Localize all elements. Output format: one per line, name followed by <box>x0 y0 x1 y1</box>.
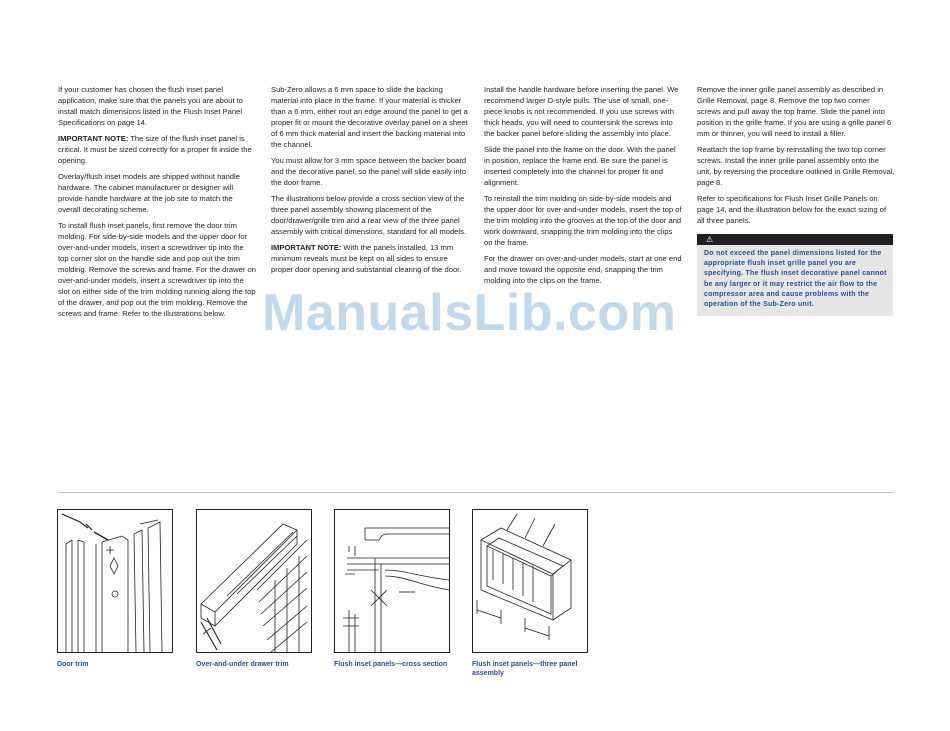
warning-header <box>697 234 893 245</box>
text-column-3 <box>484 84 682 291</box>
important-note-label: IMPORTANT NOTE: <box>271 243 342 252</box>
paragraph <box>58 133 256 166</box>
figure-caption-cross-section: Flush inset panels—cross section <box>334 661 448 668</box>
warning-box <box>697 234 893 316</box>
important-note-text: With the panels installed, 13 mm minimum reveals must be kept on all sides to ensure proper door opening and substantial clearing of the door. <box>271 243 462 274</box>
figure-caption-three-panel: Flush inset panels—three panel assembly <box>472 661 578 677</box>
warning-text: Do not exceed the panel dimensions listed for the appropriate flush inset grille panel you are specifying. The flush inset decorative panel cannot be any larger or it may restrict the air flow to the compressor area and cause problems with the operation of the Sub-Zero unit. <box>704 250 887 309</box>
watermark: ManualsLib.com <box>262 284 677 342</box>
paragraph: Install the handle hardware before inserting the panel. We recommend larger D-style pulls. The use of small, one-piece knobs is not recommended. If you use screws with thick heads, you will need to countersink the screws into the backer panel before sliding the assembly into place. <box>484 85 679 138</box>
cross-section-illustration <box>334 509 450 653</box>
important-note-text: The size of the flush inset panel is critical. It must be sized correctly for a proper fit inside the opening. <box>58 134 252 165</box>
paragraph: Sub-Zero allows a 6 mm space to slide the backing material into place in the frame. If your material is thicker than a 6 mm, either rout an edge around the panel to get a proper fit or mount the decorative overlay panel on a sheet of 6 mm thick material and insert the backing material into the channel. <box>271 85 468 149</box>
paragraph: Refer to specifications for Flush Inset Grille Panels on page 14, and the illustration below for the exact sizing of all three panels. <box>697 194 887 225</box>
section-divider <box>58 492 894 493</box>
figure-caption-door-trim: Door trim <box>57 661 89 668</box>
figure-caption-drawer-trim: Over-and-under drawer trim <box>196 661 289 668</box>
paragraph: If your customer has chosen the flush inset panel application, make sure that the panels you are about to install match dimensions listed in the Flush Inset Panel Specifications on page 14. <box>58 85 243 127</box>
paragraph: Overlay/flush inset models are shipped without handle hardware. The cabinet manufacturer or designer will provide handle hardware at the job site to match the overall decorating scheme. <box>58 172 240 214</box>
warning-triangle-icon: ⚠ <box>706 235 714 244</box>
text-column-2 <box>271 84 469 280</box>
important-note-label: IMPORTANT NOTE: <box>58 134 129 143</box>
door-trim-illustration <box>57 509 173 653</box>
paragraph: Remove the inner grille panel assembly as described in Grille Removal, page 8. Remove the top two corner screws and pull away the top frame. Slide the panel into position in the grille frame. If you are using a grille panel 6 mm or thinner, you will need to install a filler. <box>697 85 892 138</box>
paragraph <box>271 242 469 275</box>
paragraph: Reattach the top frame by reinstalling the two top corner screws. Install the inner grille panel assembly onto the unit, by reversing the procedure outlined in Grille Removal, page 8. <box>697 145 895 187</box>
paragraph: To reinstall the trim molding on side-by-side models and the upper door for over-and-under models, insert the top of the trim molding into the grooves at the top of the door and work downward, snapping the trim molding into the clips on the frame. <box>484 194 682 247</box>
text-column-4 <box>697 84 895 316</box>
paragraph: Slide the panel into the frame on the door. With the panel in position, replace the frame end. Be sure the panel is inserted completely into the channel for proper fit and alignment. <box>484 145 676 187</box>
paragraph: For the drawer on over-and-under models, start at one end and move toward the opposite end, snapping the trim molding into the clips on the frame. <box>484 254 682 285</box>
paragraph: You must allow for 3 mm space between the backer board and the decorative panel, so the panel will slide easily into the door frame. <box>271 156 467 187</box>
paragraph: To install flush inset panels, first remove the door trim molding. For side-by-side models and the upper door for over-and-under models, insert a screwdriver tip into the top corner slot on the handle side and pop out the trim molding. Remove the screws and frame. For the drawer on over-and-under models, insert a screwdriver tip into the slot on either side of the trim molding running along the top of the drawer, and pop out the trim molding. Remove the screws and frame. Refer to the illustrations below. <box>58 221 256 318</box>
drawer-trim-illustration <box>196 509 312 653</box>
paragraph: The illustrations below provide a cross section view of the three panel assembly showing placement of the door/drawer/grille trim and a rear view of the three panel assembly with critical dimensions, standard for all models. <box>271 194 466 236</box>
text-column-1 <box>58 84 256 324</box>
three-panel-assembly-illustration <box>472 509 588 653</box>
